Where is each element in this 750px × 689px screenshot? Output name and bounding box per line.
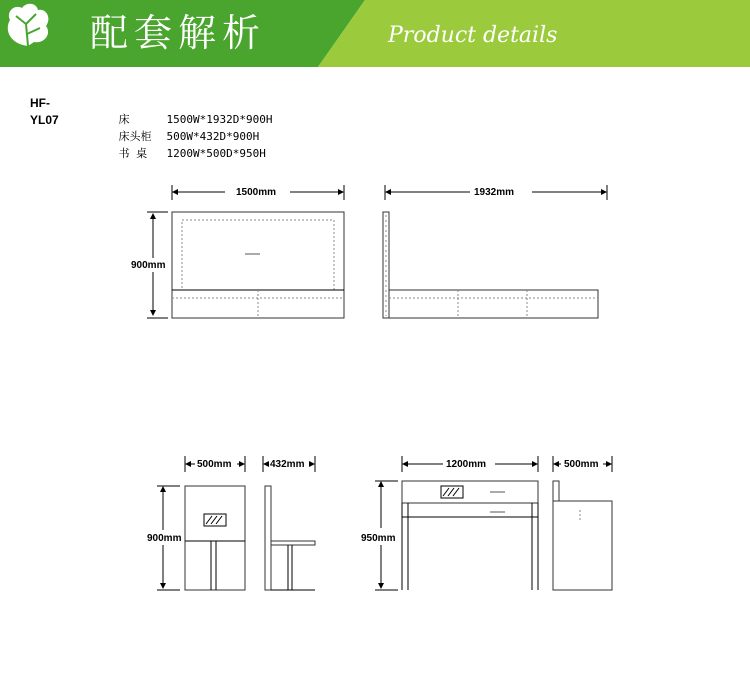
desk-width-label: 1200mm	[446, 459, 487, 470]
spec-size: 1500W*1932D*900H	[166, 112, 273, 126]
nightstand-height-label: 900mm	[147, 533, 182, 544]
nightstand-side-view	[263, 456, 315, 590]
banner-subtitle: Product details	[388, 23, 558, 48]
spec-name: 床头柜	[118, 129, 152, 143]
spec-name: 床	[118, 112, 130, 126]
banner-title: 配套解析	[90, 11, 267, 55]
bed-side-view	[383, 185, 607, 318]
desk-side-view	[553, 456, 612, 590]
desk-front-view	[375, 456, 538, 590]
model-number: HF-YL07	[30, 96, 59, 127]
desk-depth-label: 500mm	[564, 459, 599, 470]
spec-size: 500W*432D*900H	[166, 129, 260, 143]
bed-width-label: 1500mm	[236, 187, 277, 198]
spec-name: 书 桌	[118, 146, 148, 160]
nightstand-front-view	[157, 456, 245, 590]
bed-depth-label: 1932mm	[474, 187, 515, 198]
desk-height-label: 950mm	[361, 533, 396, 544]
spec-size: 1200W*500D*950H	[166, 146, 266, 160]
nightstand-width-label: 500mm	[197, 459, 232, 470]
nightstand-depth-label: 432mm	[270, 459, 305, 470]
bed-height-label: 900mm	[131, 260, 166, 271]
bed-front-view	[147, 185, 344, 318]
